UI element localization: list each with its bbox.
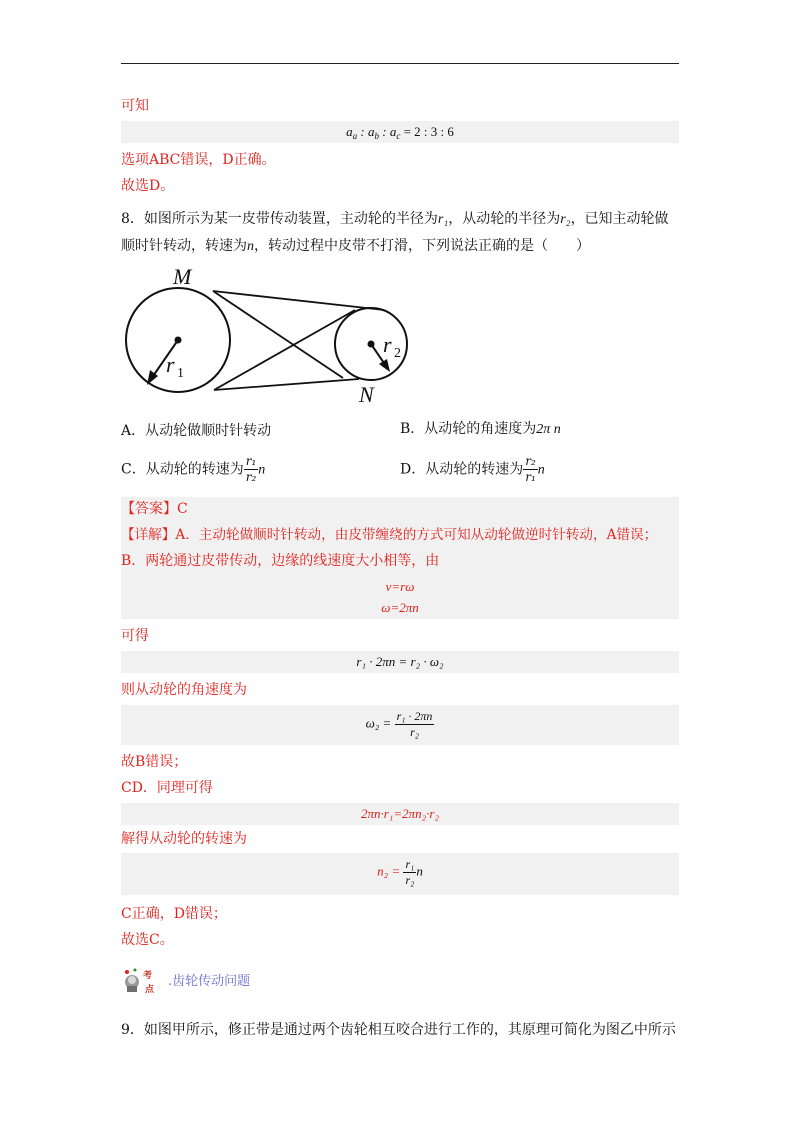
q8-line2: 顺时针转动，转速为n，转动过程中皮带不打滑，下列说法正确的是（ ） (121, 238, 590, 254)
option-c: C．从动轮的转速为 $\frac{\text{r₁}}{\text{r₂}}$ n (121, 454, 266, 484)
label-r1-sub: 1 (177, 366, 184, 381)
option-b: B．从动轮的角速度为2π n (400, 421, 561, 437)
svg-text:点: 点 (145, 985, 155, 995)
ratio-equation: $a_a$ : $a_b$ : $a_c = 2$ : 3 : 6 (346, 124, 454, 141)
c-right-text: C正确，D错误； (121, 906, 227, 922)
cd-text: CD．同理可得 (121, 780, 213, 796)
label-M: M (173, 264, 192, 289)
abc-wrong-text: 选项ABC错误，D正确。 (121, 152, 276, 168)
eq-r: r₁ · 2πn = r₂ · ω₂ (356, 654, 444, 669)
choose-c-text: 故选C。 (121, 932, 174, 948)
option-a: A．从动轮做顺时针转动 (121, 423, 272, 439)
choose-d-text: 故选D。 (121, 178, 175, 194)
eq-n2-box (121, 853, 679, 895)
kezhi-text: 可知 (121, 98, 149, 114)
r2-arrowhead (379, 359, 390, 372)
b-wrong-text: 故B错误； (121, 754, 188, 770)
eq-r-box (121, 651, 679, 673)
q9-line1: 9．如图甲所示，修正带是通过两个齿轮相互咬合进行工作的，其原理可简化为图乙中所示 (121, 1022, 676, 1038)
header-rule (121, 63, 679, 64)
eq-n-box (121, 803, 679, 825)
eq-n: 2πn·r₁=2πn₂·r₂ (361, 806, 439, 821)
kede-text: 可得 (121, 628, 149, 644)
q8-line1: 8．如图所示为某一皮带传动装置，主动轮的半径为r₁，从动轮的半径为r₂，已知主动轮做 (121, 211, 669, 227)
eq-n2: n₂ = $\frac{\text{r₁}}{\text{r₂}}$ n (377, 857, 423, 887)
eq-v: v=rω (385, 579, 415, 594)
jiede-text: 解得从动轮的转速为 (121, 831, 247, 847)
answer-label: 【答案】C (121, 501, 188, 517)
belt-lower (214, 310, 355, 390)
belt-drive-figure (121, 262, 421, 410)
knowledge-point-icon (121, 966, 165, 996)
detail-b: B．两轮通过皮带传动，边缘的线速度大小相等，由 (121, 553, 440, 569)
label-r1: r (166, 352, 175, 377)
tag-label[interactable]: .齿轮传动问题 (168, 974, 251, 989)
label-r2: r (383, 332, 392, 357)
eq-w2-box (121, 705, 679, 745)
answer-box (121, 497, 679, 619)
svg-text:考: 考 (143, 971, 153, 981)
belt-lower-cross (214, 379, 359, 390)
detail-a: 【详解】A．主动轮做顺时针转动，由皮带缠绕的方式可知从动轮做逆时针转动，A错误； (121, 527, 658, 543)
option-d: D．从动轮的转速为 $\frac{\text{r₂}}{\text{r₁}}$ n (400, 454, 545, 484)
eq-omega: ω=2πn (381, 600, 419, 615)
label-r2-sub: 2 (394, 346, 401, 361)
eq-w2: ω₂ = $\frac{\text{r₁ · 2πn}}{\text{r₂}}$ (365, 709, 433, 739)
ratio-equation-box (121, 121, 679, 143)
jiao-text: 则从动轮的角速度为 (121, 682, 247, 698)
label-N: N (359, 382, 374, 407)
